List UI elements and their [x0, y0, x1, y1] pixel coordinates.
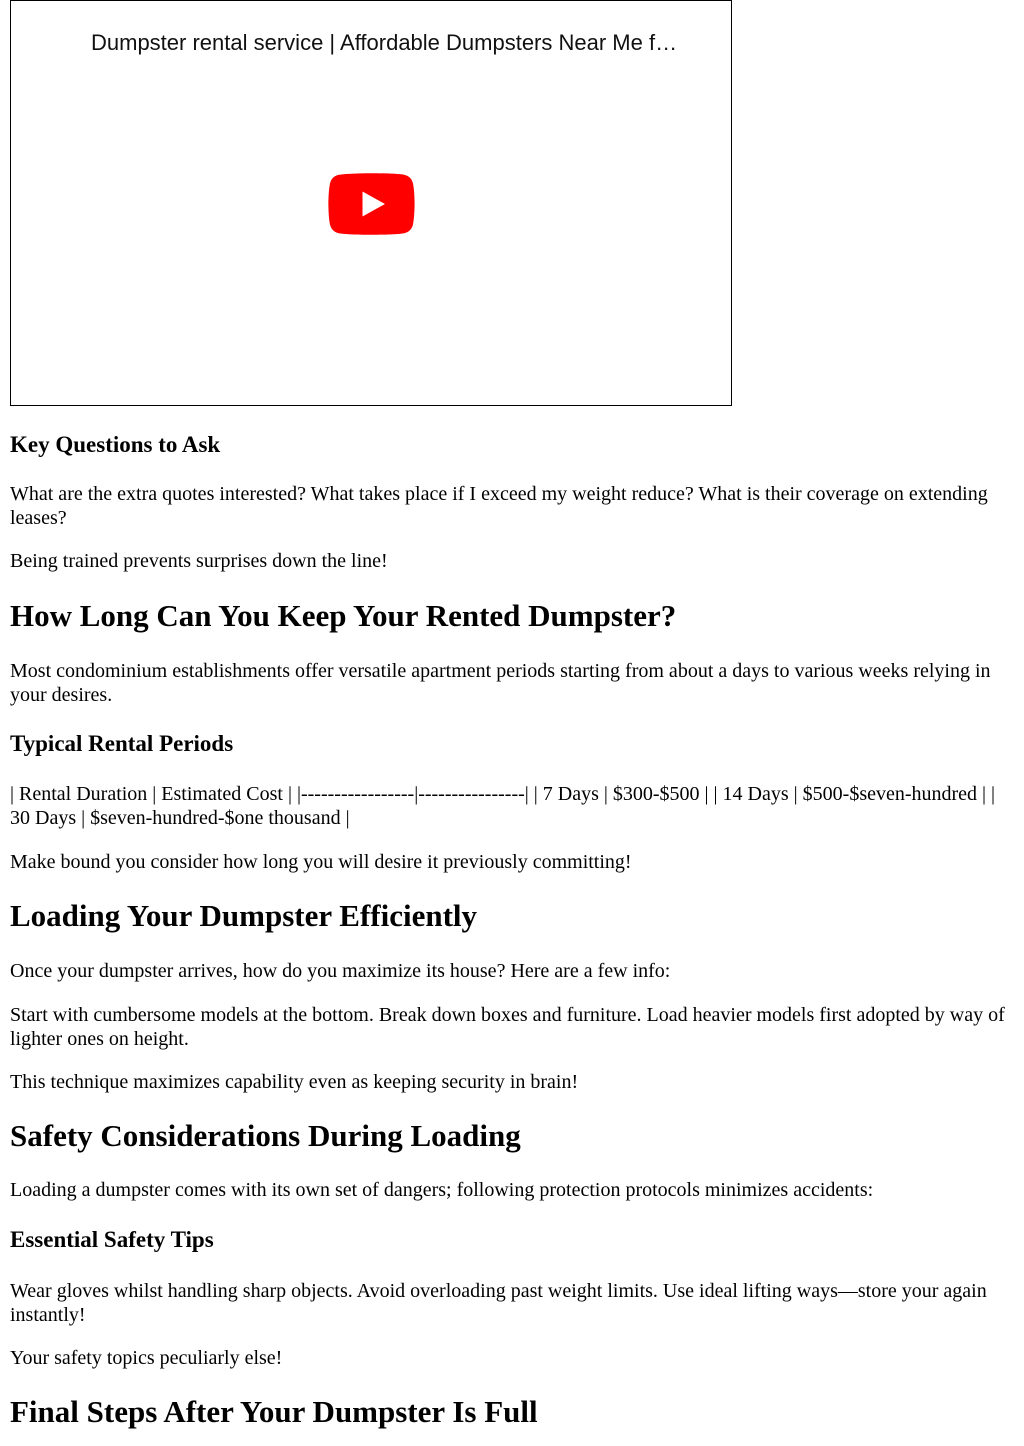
keep-dumpster-heading: How Long Can You Keep Your Rented Dumpster? — [10, 598, 677, 633]
loading-heading: Loading Your Dumpster Efficiently — [10, 898, 478, 933]
loading-intro: Once your dumpster arrives, how do you maximize its house? Here are a few info: — [10, 960, 671, 982]
safety-tips-heading: Essential Safety Tips — [10, 1227, 214, 1252]
loading-tips: Start with cumbersome models at the bottom. Break down boxes and furniture. Load heavier models first adopted by way of lighter ones on height. — [10, 1004, 1005, 1050]
rental-periods-note: Make bound you consider how long you will desire it previously committing! — [10, 851, 632, 873]
article — [10, 0, 1014, 1429]
safety-heading: Safety Considerations During Loading — [10, 1118, 521, 1153]
key-questions-note: Being trained prevents surprises down the line! — [10, 550, 388, 572]
video-embed[interactable] — [10, 0, 732, 406]
rental-periods-heading: Typical Rental Periods — [10, 731, 234, 756]
safety-tips-note: Your safety topics peculiarly else! — [10, 1347, 283, 1369]
final-steps-heading: Final Steps After Your Dumpster Is Full — [10, 1394, 538, 1429]
key-questions-paragraph: What are the extra quotes interested? What takes place if I exceed my weight reduce? What is their coverage on extending leases? — [10, 483, 988, 529]
safety-paragraph: Loading a dumpster comes with its own set of dangers; following protection protocols minimizes accidents: — [10, 1179, 874, 1201]
safety-tips-paragraph: Wear gloves whilst handling sharp objects. Avoid overloading past weight limits. Use ideal lifting ways—store your again instantly! — [10, 1280, 987, 1326]
youtube-play-icon[interactable] — [328, 173, 415, 235]
key-questions-heading: Key Questions to Ask — [10, 432, 221, 457]
keep-dumpster-paragraph: Most condominium establishments offer versatile apartment periods starting from about a days to various weeks relying in your desires. — [10, 660, 991, 706]
rental-periods-table-text: | Rental Duration | Estimated Cost | |-----------------|----------------| | 7 Days | $300-$500 | | 14 Days | $500-$seven-hundred | | 30 Days | $seven-hundred-$one thousand | — [10, 783, 996, 829]
video-title[interactable]: Dumpster rental service | Affordable Dumpsters Near Me f… — [91, 30, 678, 55]
loading-note: This technique maximizes capability even as keeping security in brain! — [10, 1071, 579, 1093]
